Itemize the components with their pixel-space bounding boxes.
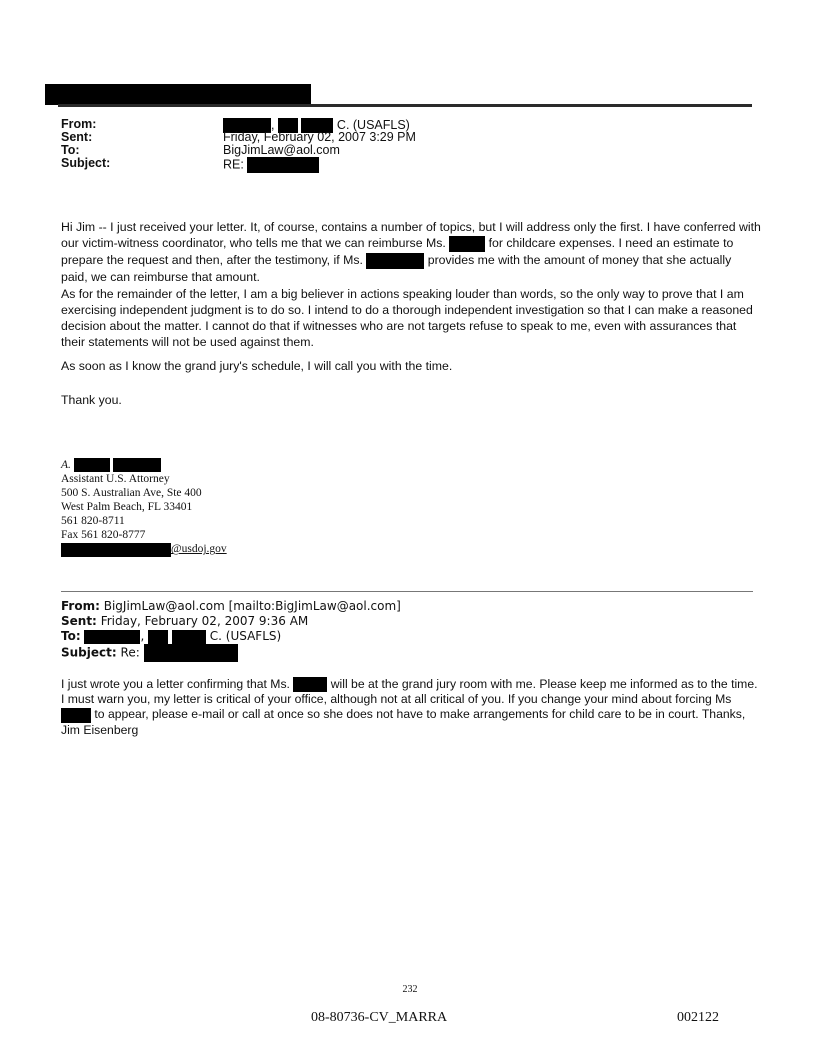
fwd-subject-label: Subject:	[61, 645, 117, 660]
signature-title: Assistant U.S. Attorney	[61, 473, 170, 486]
to-label: To:	[61, 143, 80, 157]
bates-number: 002122	[677, 1010, 719, 1025]
signature-initial: A.	[61, 459, 71, 471]
email-header	[61, 118, 416, 170]
redaction	[247, 157, 319, 173]
redaction	[74, 458, 110, 472]
forwarded-body	[61, 677, 761, 738]
header-subject-row	[61, 157, 416, 170]
sent-label: Sent:	[61, 130, 93, 144]
p2-text: As for the remainder of the letter, I am a big believer in actions speaking louder than words, so the only way to prove that I am exercising independent judgment is to do so. I intend to do a thorough independent investigation so that I can make a reasoned decision about the matter. I cannot do that if witnesses who are not targets refuse to speak to me, even with assurances that their statements will not be used against them.	[61, 287, 753, 349]
forward-divider	[61, 591, 753, 592]
subject-prefix: RE:	[223, 157, 244, 172]
p4-text: Thank you.	[61, 393, 122, 407]
bates-case: 08-80736-CV_MARRA	[311, 1010, 448, 1025]
subject-label: Subject:	[61, 156, 111, 170]
redaction	[293, 677, 327, 692]
from-value: , C. (USAFLS)	[223, 118, 410, 131]
forwarded-header	[61, 599, 401, 659]
fwd-subject-row	[61, 644, 401, 659]
redaction	[172, 630, 206, 644]
paragraph-1	[61, 219, 761, 285]
redaction	[366, 253, 424, 269]
signature-address-1: 500 S. Australian Ave, Ste 400	[61, 487, 202, 500]
reply-text-b: will be at the grand jury room with me. Please keep me informed as to the time. I must warn you, my letter is critical of your office, although not at all critical of you. If you change your mind about forcing Ms	[61, 677, 758, 707]
redaction	[61, 543, 171, 557]
from-label: From:	[61, 117, 97, 131]
fwd-subject-value: Re:	[120, 645, 140, 660]
fwd-from-label: From:	[61, 599, 100, 613]
redaction	[148, 630, 168, 644]
signature-address-2: West Palm Beach, FL 33401	[61, 501, 193, 514]
page-number: 232	[402, 984, 418, 995]
signature-block	[61, 458, 227, 557]
fwd-to-row: To: , C. (USAFLS)	[61, 629, 282, 643]
p1-text-a: Hi Jim -- I just received your letter. It, of course, contains a number of topics, but I will address only the first. I have conferred with our victim-witness coordinator, who tells me that we can reimburse Ms.	[61, 220, 761, 250]
fwd-to-suffix: C. (USAFLS)	[209, 629, 282, 643]
fwd-to-label: To:	[61, 629, 81, 643]
from-suffix: C. (USAFLS)	[336, 117, 410, 132]
paragraph-4	[61, 392, 761, 408]
header-rule	[58, 104, 752, 107]
p3-text: As soon as I know the grand jury's schedule, I will call you with the time.	[61, 359, 453, 373]
sent-value: Friday, February 02, 2007 3:29 PM	[223, 130, 416, 144]
redaction	[113, 458, 161, 472]
redaction	[61, 708, 91, 723]
redaction	[144, 644, 238, 662]
signature-phone: 561 820-8711	[61, 515, 125, 528]
fwd-sent-value: Friday, February 02, 2007 9:36 AM	[100, 614, 309, 628]
signature-name	[61, 458, 227, 472]
redacted-sender-title	[45, 84, 311, 105]
redaction	[84, 630, 140, 644]
fwd-from-value: BigJimLaw@aol.com [mailto:BigJimLaw@aol.com]	[103, 599, 401, 613]
reply-text-c: to appear, please e-mail or call at once so she does not have to make arrangements for child care to be in court. Thanks, Jim Eisenberg	[61, 707, 746, 737]
subject-value	[223, 157, 319, 170]
reply-text-a: I just wrote you a letter confirming that Ms.	[61, 677, 290, 691]
paragraph-3	[61, 358, 761, 374]
paragraph-2	[61, 286, 761, 350]
signature-email[interactable]	[61, 542, 227, 556]
redaction	[449, 236, 485, 252]
fwd-sent-row	[61, 614, 401, 629]
signature-email-domain[interactable]: @usdoj.gov	[171, 543, 227, 556]
fwd-from-row	[61, 599, 401, 614]
fwd-sent-label: Sent:	[61, 614, 97, 628]
to-value: BigJimLaw@aol.com	[223, 143, 340, 157]
signature-fax: Fax 561 820-8777	[61, 529, 146, 542]
p1-text-c: provides me with the amount of money that she actually paid, we can reimburse that amount.	[61, 252, 732, 284]
header-to-row	[61, 144, 416, 157]
p1-text-b: for childcare expenses. I need an estimate to prepare the request and then, after the testimony, if Ms.	[61, 236, 734, 267]
